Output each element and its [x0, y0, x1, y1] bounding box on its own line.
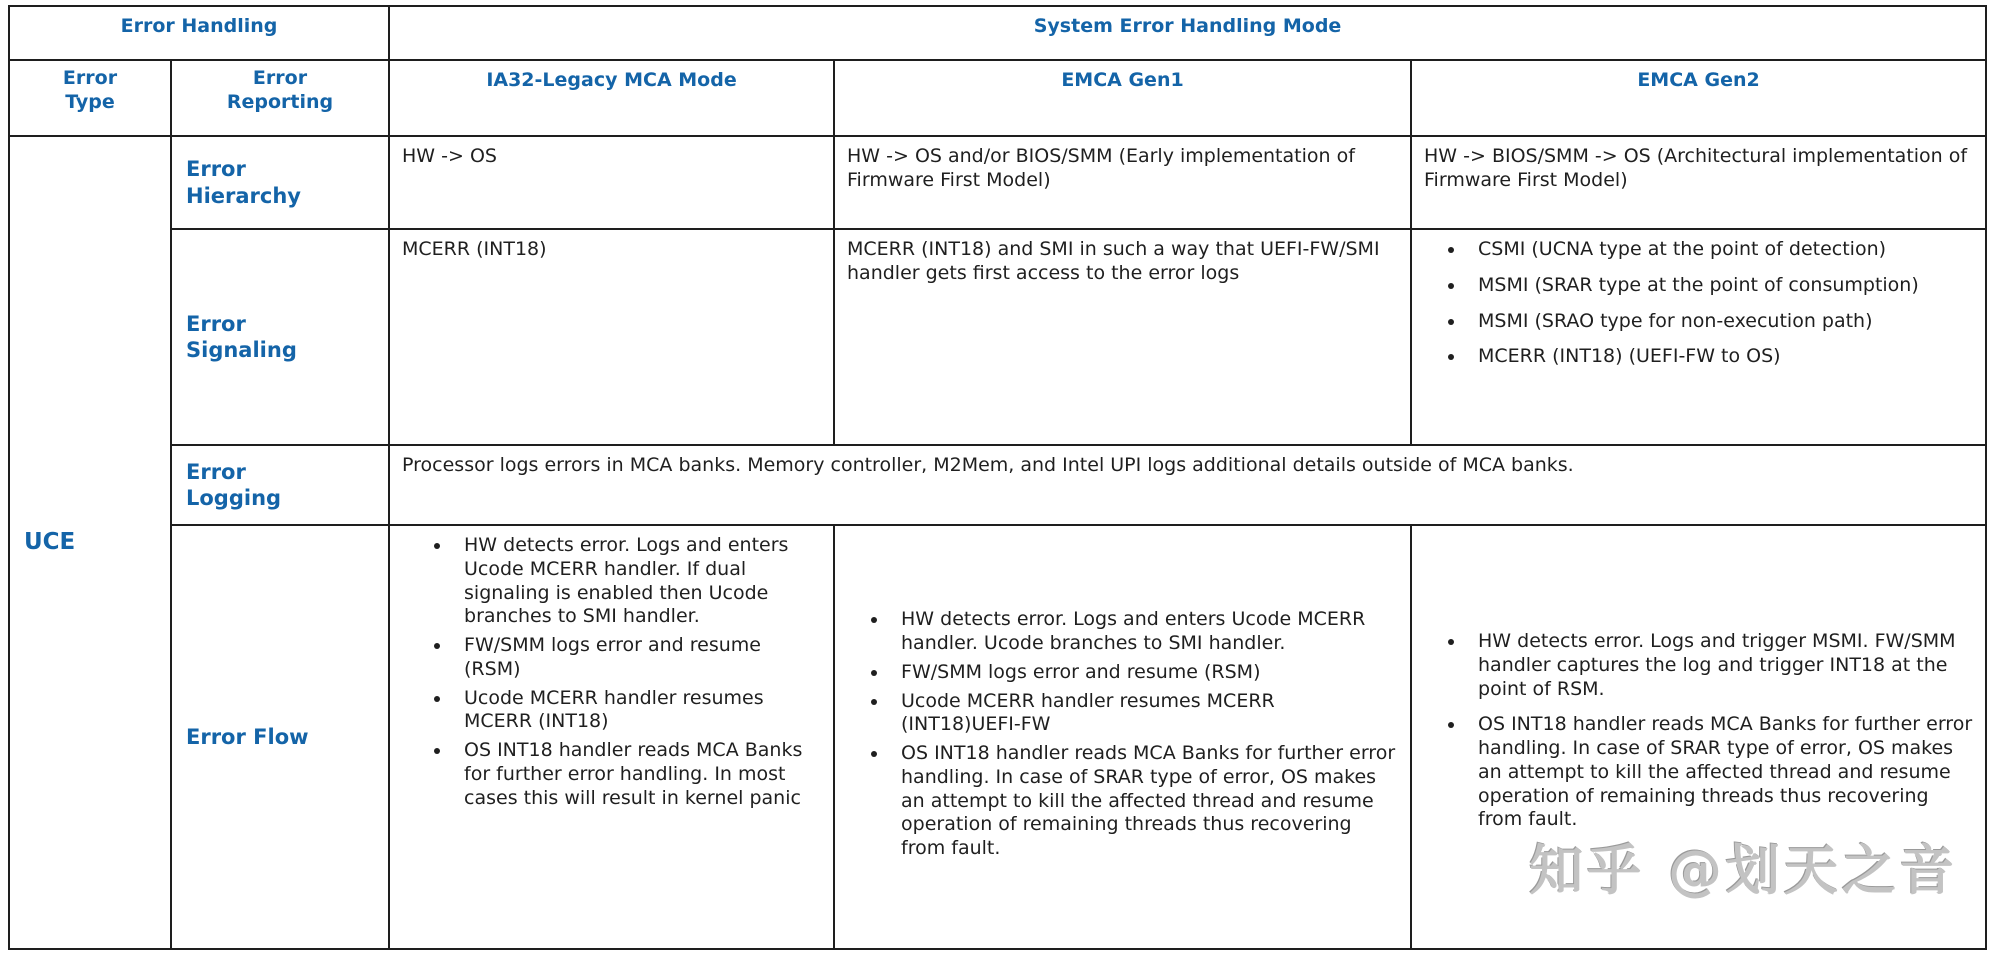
row-label-error-logging: Error Logging — [171, 445, 389, 525]
cell-hierarchy-gen1: HW -> OS and/or BIOS/SMM (Early implementation of Firmware First Model) — [834, 136, 1411, 229]
cell-signaling-gen2 — [1411, 229, 1986, 445]
list-item: • HW detects error. Logs and enters Ucode MCERR handler. Ucode branches to SMI handler. — [889, 608, 1398, 656]
row-error-logging — [9, 445, 1986, 525]
cell-hierarchy-gen2: HW -> BIOS/SMM -> OS (Architectural implementation of Firmware First Model) — [1411, 136, 1986, 229]
cell-flow-gen2 — [1411, 525, 1986, 949]
flow-gen2-bullet-list — [1424, 630, 1973, 832]
row-error-hierarchy — [9, 136, 1986, 229]
group-header-row — [9, 6, 1986, 60]
cell-hierarchy-ia32: HW -> OS — [389, 136, 834, 229]
cell-logging-merged: Processor logs errors in MCA banks. Memory controller, M2Mem, and Intel UPI logs additional details outside of MCA banks. — [389, 445, 1986, 525]
row-error-signaling — [9, 229, 1986, 445]
list-item: • FW/SMM logs error and resume (RSM) — [889, 661, 1398, 685]
row-label-error-signaling: Error Signaling — [171, 229, 389, 445]
cell-signaling-gen1: MCERR (INT18) and SMI in such a way that UEFI-FW/SMI handler gets first access to the error logs — [834, 229, 1411, 445]
group-header-system-error-handling-mode: System Error Handling Mode — [389, 6, 1986, 60]
list-item: • OS INT18 handler reads MCA Banks for further error handling. In most cases this will result in kernel panic — [452, 739, 821, 810]
list-item: • Ucode MCERR handler resumes MCERR (INT18) — [452, 687, 821, 735]
cell-flow-gen1 — [834, 525, 1411, 949]
column-header-ia32-legacy-mca-mode: IA32-Legacy MCA Mode — [389, 60, 834, 136]
list-item: • MCERR (INT18) (UEFI-FW to OS) — [1466, 345, 1973, 369]
flow-gen1-bullet-list — [847, 608, 1398, 861]
column-header-error-type: Error Type — [9, 60, 171, 136]
column-header-emca-gen2: EMCA Gen2 — [1411, 60, 1986, 136]
list-item: • HW detects error. Logs and enters Ucode MCERR handler. If dual signaling is enabled then Ucode branches to SMI handler. — [452, 534, 821, 629]
row-label-error-flow: Error Flow — [171, 525, 389, 949]
list-item: • CSMI (UCNA type at the point of detection) — [1466, 238, 1973, 262]
column-header-error-reporting: Error Reporting — [171, 60, 389, 136]
cell-signaling-ia32: MCERR (INT18) — [389, 229, 834, 445]
list-item: • OS INT18 handler reads MCA Banks for further error handling. In case of SRAR type of error, OS makes an attempt to kill the affected thread and resume operation of remaining threads thus recovering from fault. — [1466, 713, 1973, 832]
list-item: • MSMI (SRAO type for non-execution path) — [1466, 310, 1973, 334]
group-header-error-handling: Error Handling — [9, 6, 389, 60]
list-item: • Ucode MCERR handler resumes MCERR (INT18)UEFI-FW — [889, 690, 1398, 738]
row-error-flow — [9, 525, 1986, 949]
signaling-gen2-bullet-list — [1424, 238, 1973, 369]
column-header-emca-gen1: EMCA Gen1 — [834, 60, 1411, 136]
list-item: • HW detects error. Logs and trigger MSMI. FW/SMM handler captures the log and trigger INT18 at the point of RSM. — [1466, 630, 1973, 701]
list-item: • FW/SMM logs error and resume (RSM) — [452, 634, 821, 682]
list-item: • MSMI (SRAR type at the point of consumption) — [1466, 274, 1973, 298]
flow-ia32-bullet-list — [402, 534, 821, 810]
list-item: • OS INT18 handler reads MCA Banks for further error handling. In case of SRAR type of error, OS makes an attempt to kill the affected thread and resume operation of remaining threads thus recovering from fault. — [889, 742, 1398, 861]
column-header-row — [9, 60, 1986, 136]
system-error-handling-table — [8, 5, 1987, 950]
zhihu-watermark: 知乎 @划天之音 — [1529, 839, 1958, 902]
row-label-error-hierarchy: Error Hierarchy — [171, 136, 389, 229]
error-type-uce-cell: UCE — [9, 136, 171, 949]
cell-flow-ia32 — [389, 525, 834, 949]
